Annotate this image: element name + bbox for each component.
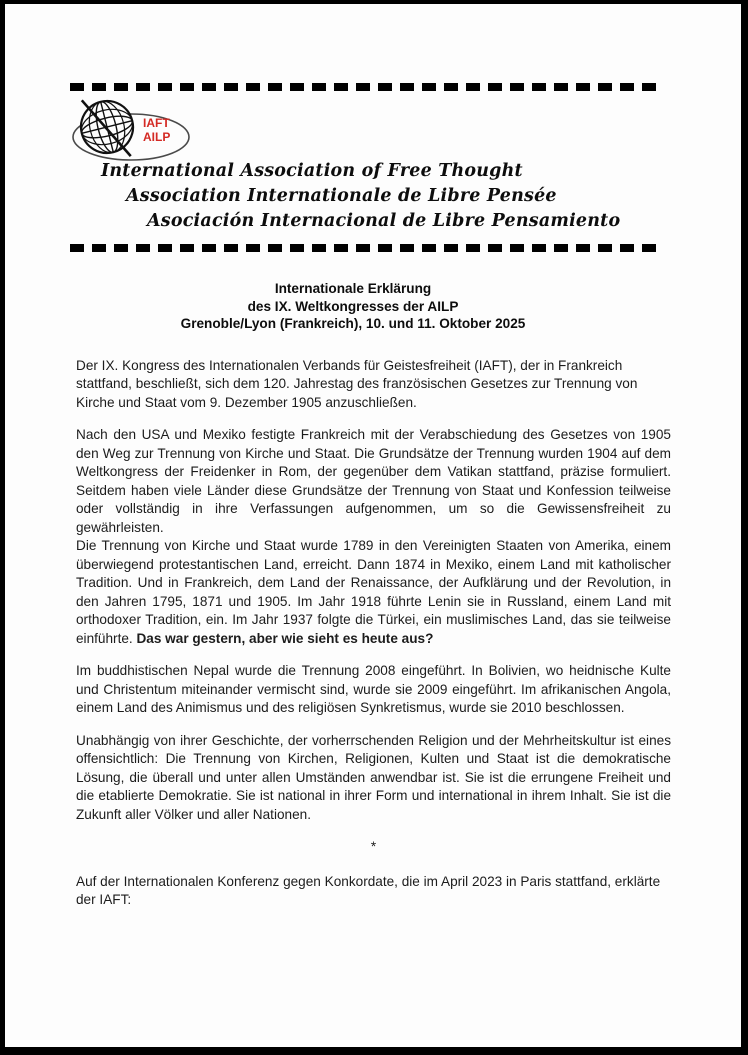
paragraph-3-bold-question: Das war gestern, aber wie sieht es heute aus? bbox=[136, 630, 434, 646]
title-line-2: des IX. Weltkongresses der AILP bbox=[247, 298, 459, 314]
document-body bbox=[76, 357, 671, 910]
iaft-logo bbox=[65, 95, 741, 165]
title-line-3: Grenoble/Lyon (Frankreich), 10. und 11. Oktober 2025 bbox=[180, 316, 526, 331]
asterisk-separator: * bbox=[370, 839, 377, 854]
paragraph-6: Auf der Internationalen Konferenz gegen Konkordate, die im April 2023 in Paris stattfand, erklärte der IAFT: bbox=[76, 873, 661, 907]
globe-icon bbox=[74, 95, 140, 166]
org-name-french: Association Internationale de Libre Pensée bbox=[126, 186, 557, 206]
logo-text-ailp: AILP bbox=[143, 130, 171, 144]
paragraph-1: Der IX. Kongress des Internationalen Verbands für Geistesfreiheit (IAFT), der in Frankreich stattfand, beschließt, sich dem 120. Jahrestag des französischen Gesetzes zur Trennung von Kirche und Staat vom 9. Dezember 1905 anzuschließen. bbox=[76, 357, 638, 410]
paragraph-3 bbox=[76, 537, 671, 648]
iaft-logo-graphic bbox=[65, 95, 205, 167]
dashed-rule-top bbox=[70, 83, 658, 91]
org-name-spanish: Asociación Internacional de Libre Pensamiento bbox=[147, 211, 621, 231]
paragraph-4: Im buddhistischen Nepal wurde die Trennung 2008 eingeführt. In Bolivien, wo heidnische Kulte und Christentum miteinander vermischt sind, wurde sie 2009 eingeführt. Im afrikanischen Angola, einem Land des Animismus und des religiösen Synkretismus, wurde sie 2010 beschlossen. bbox=[76, 663, 671, 715]
document-title bbox=[75, 280, 631, 333]
paragraph-2: Nach den USA und Mexiko festigte Frankreich mit der Verabschiedung des Gesetzes von 1905 den Weg zur Trennung von Kirche und Staat. Die Grundsätze der Trennung wurden 1904 auf dem Weltkongress der Freidenker in Rom, der gegenüber dem Vatikan stattfand, präzise formuliert. Seitdem haben viele Länder diese Grundsätze der Trennung von Staat und Konfession teilweise oder vollständig in ihre Verfassungen aufgenommen, um so die Gewissensfreiheit zu gewährleisten. bbox=[76, 427, 671, 535]
logo-text-iaft: IAFT bbox=[143, 116, 170, 130]
dashed-rule-bottom bbox=[70, 244, 658, 252]
title-line-1: Internationale Erklärung bbox=[274, 281, 432, 296]
letterhead bbox=[5, 159, 741, 234]
paragraph-3-text: Die Trennung von Kirche und Staat wurde 1789 in den Vereinigten Staaten von Amerika, einem überwiegend protestantischen Land, erreicht. Dann 1874 in Mexiko, einem Land mit katholischer Tradition. Und in Frankreich, dem Land der Renaissance, der Aufklärung und der Revolution, in den Jahren 1795, 1871 und 1905. Im Jahr 1918 führte Lenin sie in Russland, einem Land mit orthodoxer Tradition, ein. Im Jahr 1937 folgte die Türkei, ein muslimisches Land, das sie teilweise einführte. bbox=[76, 538, 671, 646]
paragraph-5: Unabhängig von ihrer Geschichte, der vorherrschenden Religion und der Mehrheitskultur ist eines offensichtlich: Die Trennung von Kirchen, Religionen, Kulten und Staat ist die demokratische Lösung, die überall und unter allen Umständen anwendbar ist. Sie ist die errungene Freiheit und die etablierte Demokratie. Sie ist national in ihrer Form und international in ihrem Inhalt. Sie ist die Zukunft aller Völker und aller Nationen. bbox=[76, 732, 671, 822]
org-name-english: International Association of Free Thought bbox=[101, 161, 523, 181]
